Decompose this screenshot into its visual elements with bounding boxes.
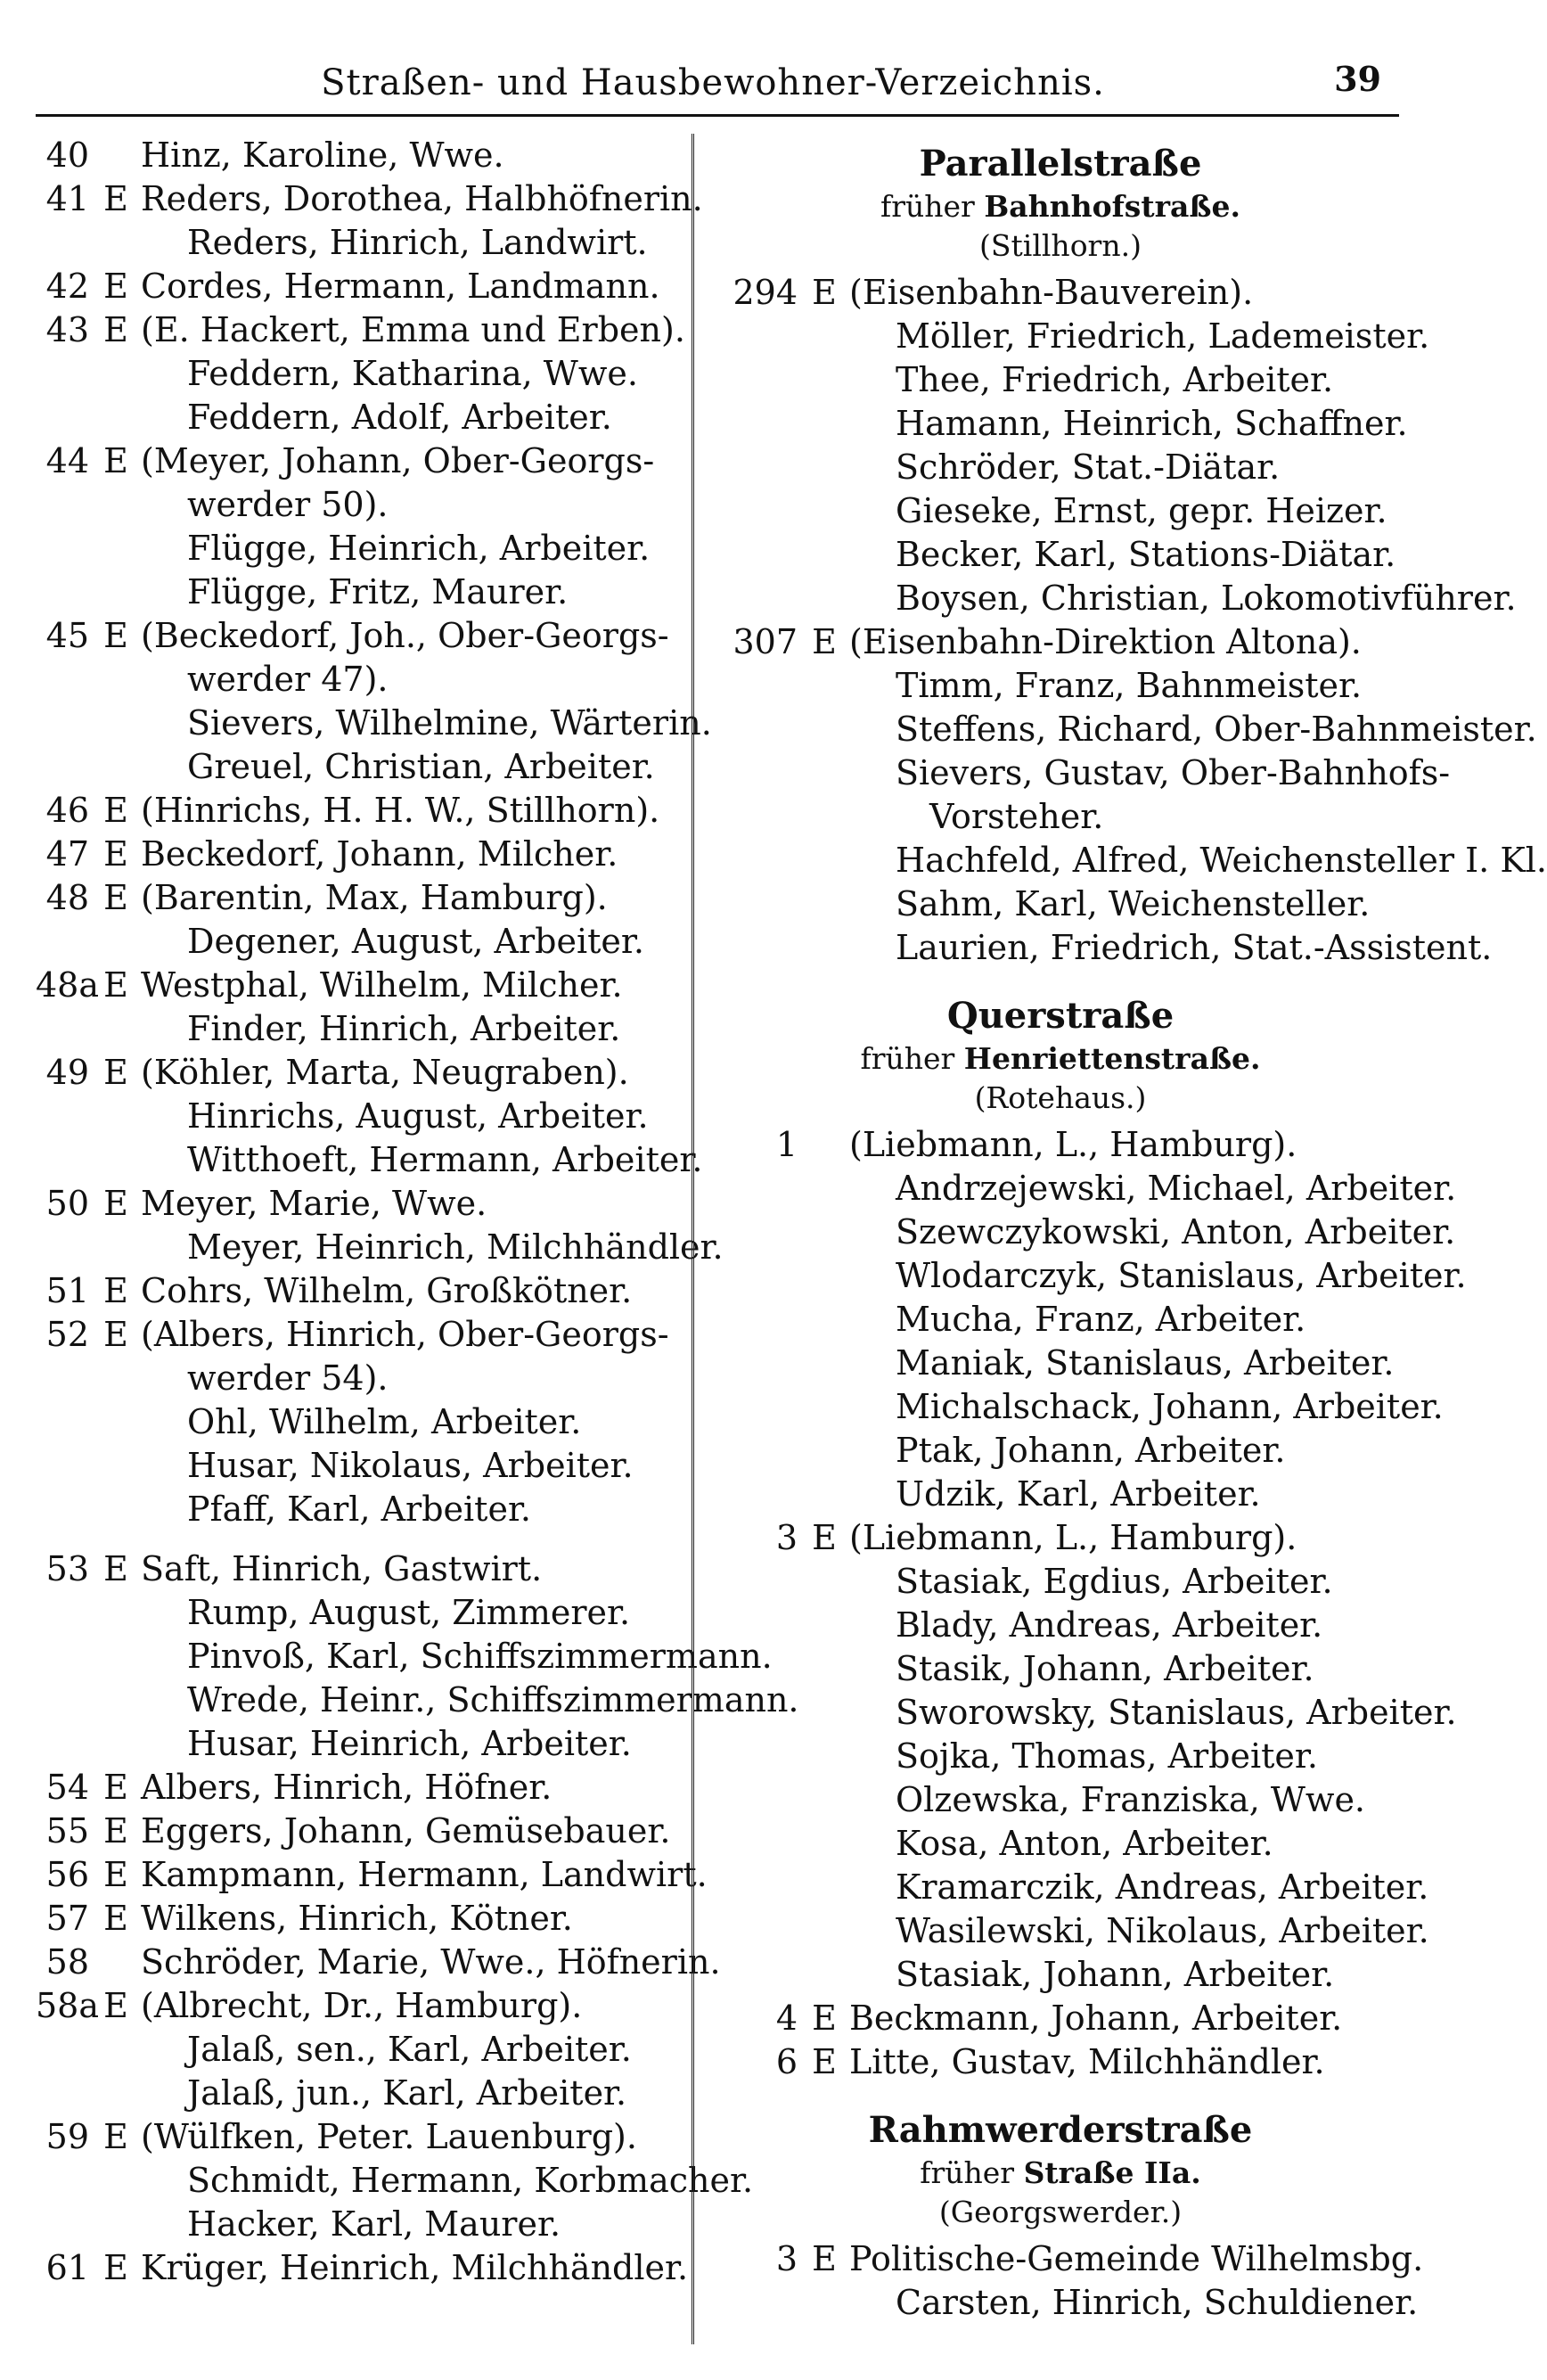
former-street-name xyxy=(708,1039,1412,1079)
directory-entry xyxy=(708,1560,1412,1604)
resident-text: Wilkens, Hinrich, Kötner. xyxy=(141,1899,573,1938)
directory-entry xyxy=(36,745,691,789)
house-number: 55 xyxy=(45,1811,89,1851)
resident-text: werder 47). xyxy=(187,660,389,699)
resident-text: Kampmann, Hermann, Landwirt. xyxy=(141,1855,708,1894)
owner-marker: E xyxy=(103,1053,128,1092)
directory-entry xyxy=(708,1516,1412,1560)
directory-entry xyxy=(36,1984,691,2028)
directory-entry xyxy=(36,920,691,964)
resident-text: werder 54). xyxy=(187,1358,389,1398)
former-name: Henriettenstraße. xyxy=(963,1041,1261,1076)
street-heading: Querstraße xyxy=(946,995,1175,1037)
resident-text: (Barentin, Max, Hamburg). xyxy=(141,878,608,917)
resident-text: (Eisenbahn-Direktion Altona). xyxy=(849,622,1362,661)
resident-text: Vorsteher. xyxy=(929,797,1104,836)
resident-text: Steffens, Richard, Ober-Bahnmeister. xyxy=(896,710,1537,749)
resident-text: Carsten, Hinrich, Schuldiener. xyxy=(896,2283,1419,2322)
directory-entry xyxy=(36,221,691,265)
directory-entry xyxy=(36,2028,691,2072)
directory-entry xyxy=(36,1400,691,1444)
directory-entry xyxy=(708,620,1412,664)
directory-entry xyxy=(708,533,1412,577)
resident-text: Blady, Andreas, Arbeiter. xyxy=(896,1605,1323,1645)
directory-entry xyxy=(708,446,1412,489)
resident-text: (Albrecht, Dr., Hamburg). xyxy=(141,1986,583,2025)
house-number: 42 xyxy=(45,267,89,306)
resident-text: Rump, August, Zimmerer. xyxy=(187,1593,631,1632)
owner-marker: E xyxy=(812,273,837,312)
house-number: 59 xyxy=(45,2117,89,2156)
owner-marker: E xyxy=(812,1998,837,2038)
house-number: 6 xyxy=(775,2042,798,2081)
house-number: 41 xyxy=(45,179,89,218)
directory-entry xyxy=(36,1051,691,1095)
owner-marker: E xyxy=(103,1986,128,2025)
former-prefix: früher xyxy=(880,189,975,224)
resident-text: Andrzejewski, Michael, Arbeiter. xyxy=(896,1169,1457,1208)
directory-entry xyxy=(708,1211,1456,1254)
street-heading: Rahmwerderstraße xyxy=(868,2109,1253,2151)
directory-entry xyxy=(36,1313,691,1357)
former-name: Straße IIa. xyxy=(1023,2155,1201,2190)
resident-text: Cordes, Hermann, Landmann. xyxy=(141,267,660,306)
resident-text: Politische-Gemeinde Wilhelmsbg. xyxy=(849,2239,1424,2278)
resident-text: werder 50). xyxy=(187,485,389,524)
directory-entry xyxy=(708,2040,1412,2084)
house-number: 48a xyxy=(36,965,100,1005)
resident-text: Sievers, Gustav, Ober-Bahnhofs- xyxy=(896,753,1451,792)
resident-text: Hacker, Karl, Maurer. xyxy=(187,2204,561,2244)
resident-text: Boysen, Christian, Lokomotivführer. xyxy=(896,579,1517,618)
resident-text: Krüger, Heinrich, Milchhändler. xyxy=(141,2248,689,2287)
house-number: 43 xyxy=(45,310,89,349)
resident-text: (Liebmann, L., Hamburg). xyxy=(849,1518,1297,1557)
resident-text: Stasiak, Egdius, Arbeiter. xyxy=(896,1562,1333,1601)
directory-entry xyxy=(36,789,691,833)
directory-entry xyxy=(708,2237,1424,2281)
owner-marker: E xyxy=(103,878,128,917)
former-street-name xyxy=(708,187,1412,226)
directory-entry xyxy=(36,614,691,658)
resident-text: (Meyer, Johann, Ober-Georgs- xyxy=(141,441,655,480)
resident-text: Saft, Hinrich, Gastwirt. xyxy=(141,1549,543,1588)
owner-marker: E xyxy=(812,2239,837,2278)
former-name: Bahnhofstraße. xyxy=(984,189,1240,224)
directory-entry xyxy=(708,1647,1412,1691)
house-number: 40 xyxy=(45,135,89,175)
resident-text: Cohrs, Wilhelm, Großkötner. xyxy=(141,1271,633,1310)
resident-text: Timm, Franz, Bahnmeister. xyxy=(896,666,1363,705)
directory-entry xyxy=(708,1385,1444,1429)
resident-text: Kosa, Anton, Arbeiter. xyxy=(896,1824,1273,1863)
resident-text: Feddern, Katharina, Wwe. xyxy=(187,354,638,393)
house-number: 46 xyxy=(45,791,89,830)
resident-text: (Eisenbahn-Bauverein). xyxy=(849,273,1254,312)
owner-marker: E xyxy=(103,1271,128,1310)
resident-text: Möller, Friedrich, Lademeister. xyxy=(896,316,1430,356)
column-divider xyxy=(692,134,694,2344)
directory-entry xyxy=(708,1953,1412,1997)
running-title: Straßen- und Hausbewohner-Verzeichnis. xyxy=(321,62,1105,103)
owner-marker: E xyxy=(103,310,128,349)
directory-entry xyxy=(36,308,691,352)
directory-entry xyxy=(36,2246,691,2290)
resident-text: Wlodarczyk, Stanislaus, Arbeiter. xyxy=(896,1256,1467,1295)
directory-entry xyxy=(36,352,691,396)
directory-entry xyxy=(708,315,1430,358)
house-number: 294 xyxy=(733,273,798,312)
resident-text: Gieseke, Ernst, gepr. Heizer. xyxy=(896,491,1387,530)
directory-entry xyxy=(708,2281,1419,2325)
resident-text: Becker, Karl, Stations-Diätar. xyxy=(896,535,1396,574)
directory-entry xyxy=(708,1909,1429,1953)
directory-entry xyxy=(708,1735,1412,1778)
directory-entry xyxy=(36,1853,708,1897)
directory-entry xyxy=(36,483,691,527)
house-number: 307 xyxy=(733,622,798,661)
resident-text: Reders, Hinrich, Landwirt. xyxy=(187,223,648,262)
directory-entry xyxy=(36,1269,691,1313)
resident-text: Westphal, Wilhelm, Milcher. xyxy=(141,965,623,1005)
directory-entry xyxy=(36,1007,691,1051)
owner-marker: E xyxy=(812,622,837,661)
resident-text: Litte, Gustav, Milchhändler. xyxy=(849,2042,1325,2081)
directory-entry xyxy=(708,1429,1412,1473)
resident-text: Degener, August, Arbeiter. xyxy=(187,922,644,961)
former-prefix: früher xyxy=(920,2155,1015,2190)
resident-text: (Albers, Hinrich, Ober-Georgs- xyxy=(141,1315,669,1354)
directory-entry xyxy=(36,1547,691,1591)
directory-entry xyxy=(708,708,1537,751)
resident-text: Greuel, Christian, Arbeiter. xyxy=(187,747,655,786)
directory-entry xyxy=(708,1167,1457,1211)
owner-marker: E xyxy=(103,965,128,1005)
directory-entry xyxy=(708,1604,1412,1647)
house-number: 61 xyxy=(45,2248,89,2287)
house-number: 54 xyxy=(45,1768,89,1807)
owner-marker: E xyxy=(103,1549,128,1588)
directory-entry xyxy=(36,658,691,702)
resident-text: Meyer, Heinrich, Milchhändler. xyxy=(187,1227,724,1267)
resident-text: Witthoeft, Hermann, Arbeiter. xyxy=(187,1140,703,1179)
directory-entry xyxy=(36,1810,691,1853)
directory-entry xyxy=(708,577,1517,620)
owner-marker: E xyxy=(103,267,128,306)
resident-text: Sievers, Wilhelmine, Wärterin. xyxy=(187,703,712,743)
resident-text: Hinrichs, August, Arbeiter. xyxy=(187,1096,649,1136)
directory-entry xyxy=(36,2159,754,2203)
directory-entry xyxy=(36,1678,799,1722)
resident-text: Ptak, Johann, Arbeiter. xyxy=(896,1431,1286,1470)
owner-marker: E xyxy=(103,1811,128,1851)
house-number: 58 xyxy=(45,1942,89,1982)
house-number: 3 xyxy=(775,2239,798,2278)
owner-marker: E xyxy=(103,834,128,874)
resident-text: (Liebmann, L., Hamburg). xyxy=(849,1125,1297,1164)
resident-text: Michalschack, Johann, Arbeiter. xyxy=(896,1387,1444,1426)
directory-entry xyxy=(708,1473,1412,1516)
owner-marker: E xyxy=(103,1315,128,1354)
resident-text: Reders, Dorothea, Halbhöfnerin. xyxy=(141,179,703,218)
owner-marker: E xyxy=(812,1518,837,1557)
resident-text: Hinz, Karoline, Wwe. xyxy=(141,135,504,175)
former-street-name xyxy=(708,2154,1412,2193)
house-number: 56 xyxy=(45,1855,89,1894)
directory-entry xyxy=(36,396,691,439)
resident-text: Jalaß, sen., Karl, Arbeiter. xyxy=(187,2030,632,2069)
resident-text: Albers, Hinrich, Höfner. xyxy=(141,1768,552,1807)
directory-entry xyxy=(708,271,1412,315)
owner-marker: E xyxy=(103,616,128,655)
owner-marker: E xyxy=(103,1899,128,1938)
directory-entry xyxy=(36,2203,691,2246)
house-number: 1 xyxy=(775,1125,798,1164)
resident-text: Stasiak, Johann, Arbeiter. xyxy=(896,1955,1335,1994)
spacer xyxy=(708,970,1412,986)
directory-entry xyxy=(708,489,1412,533)
house-number: 58a xyxy=(36,1986,100,2025)
directory-entry xyxy=(708,1342,1412,1385)
directory-entry xyxy=(36,876,691,920)
resident-text: Meyer, Marie, Wwe. xyxy=(141,1184,487,1223)
resident-text: Sahm, Karl, Weichensteller. xyxy=(896,884,1371,923)
resident-text: Udzik, Karl, Arbeiter. xyxy=(896,1474,1261,1514)
street-location: (Rotehaus.) xyxy=(974,1080,1147,1115)
resident-text: Finder, Hinrich, Arbeiter. xyxy=(187,1009,621,1048)
directory-entry xyxy=(708,664,1412,708)
resident-text: (Beckedorf, Joh., Ober-Georgs- xyxy=(141,616,669,655)
directory-entry xyxy=(708,795,1412,839)
directory-entry xyxy=(36,2072,691,2115)
resident-text: Stasik, Johann, Arbeiter. xyxy=(896,1649,1314,1688)
house-number: 45 xyxy=(45,616,89,655)
directory-entry xyxy=(708,1778,1412,1822)
owner-marker: E xyxy=(812,2042,837,2081)
resident-text: Flügge, Fritz, Maurer. xyxy=(187,572,569,611)
house-number: 4 xyxy=(775,1998,798,2038)
spacer xyxy=(36,1531,691,1547)
resident-text: (Wülfken, Peter. Lauenburg). xyxy=(141,2117,637,2156)
owner-marker: E xyxy=(103,2117,128,2156)
street-location: (Stillhorn.) xyxy=(979,228,1142,263)
resident-text: Szewczykowski, Anton, Arbeiter. xyxy=(896,1212,1456,1252)
directory-entry xyxy=(36,1226,724,1269)
directory-entry xyxy=(36,1444,691,1488)
directory-entry xyxy=(36,1635,773,1678)
street-heading: Parallelstraße xyxy=(919,143,1202,185)
header-rule xyxy=(36,114,1399,117)
house-number: 3 xyxy=(775,1518,798,1557)
house-number: 52 xyxy=(45,1315,89,1354)
page-number: 39 xyxy=(1334,59,1381,99)
owner-marker: E xyxy=(103,441,128,480)
house-number: 49 xyxy=(45,1053,89,1092)
directory-entry xyxy=(708,839,1547,882)
directory-entry xyxy=(708,1822,1412,1866)
directory-entry xyxy=(36,570,691,614)
resident-text: Flügge, Heinrich, Arbeiter. xyxy=(187,529,651,568)
owner-marker: E xyxy=(103,1855,128,1894)
former-prefix: früher xyxy=(860,1041,955,1076)
directory-entry xyxy=(36,833,691,876)
resident-text: Schröder, Stat.-Diätar. xyxy=(896,447,1281,487)
resident-text: (Köhler, Marta, Neugraben). xyxy=(141,1053,629,1092)
directory-entry xyxy=(708,358,1412,402)
directory-entry xyxy=(708,1997,1412,2040)
directory-entry xyxy=(708,1254,1467,1298)
directory-entry xyxy=(708,1123,1412,1167)
directory-entry xyxy=(36,134,691,177)
street-location: (Georgswerder.) xyxy=(938,2195,1183,2229)
resident-text: Thee, Friedrich, Arbeiter. xyxy=(896,360,1334,399)
directory-entry xyxy=(36,964,691,1007)
resident-text: Sworowsky, Stanislaus, Arbeiter. xyxy=(896,1693,1457,1732)
resident-text: Pfaff, Karl, Arbeiter. xyxy=(187,1490,532,1529)
resident-text: Schmidt, Hermann, Korbmacher. xyxy=(187,2161,754,2200)
resident-text: (E. Hackert, Emma und Erben). xyxy=(141,310,685,349)
owner-marker: E xyxy=(103,791,128,830)
directory-entry xyxy=(36,177,703,221)
resident-text: (Hinrichs, H. H. W., Stillhorn). xyxy=(141,791,660,830)
directory-entry xyxy=(36,439,691,483)
house-number: 50 xyxy=(45,1184,89,1223)
resident-text: Schröder, Marie, Wwe., Höfnerin. xyxy=(141,1942,721,1982)
owner-marker: E xyxy=(103,1184,128,1223)
directory-entry xyxy=(36,1941,721,1984)
page-header xyxy=(0,0,1426,116)
directory-entry xyxy=(36,1095,691,1138)
directory-entry xyxy=(36,1357,691,1400)
directory-entry xyxy=(36,1182,691,1226)
directory-entry xyxy=(708,402,1412,446)
resident-text: Mucha, Franz, Arbeiter. xyxy=(896,1300,1306,1339)
resident-text: Hamann, Heinrich, Schaffner. xyxy=(896,404,1408,443)
resident-text: Wrede, Heinr., Schiffszimmermann. xyxy=(187,1680,799,1719)
directory-entry xyxy=(36,527,691,570)
resident-text: Ohl, Wilhelm, Arbeiter. xyxy=(187,1402,582,1441)
resident-text: Jalaß, jun., Karl, Arbeiter. xyxy=(187,2073,627,2113)
resident-text: Feddern, Adolf, Arbeiter. xyxy=(187,398,612,437)
resident-text: Hachfeld, Alfred, Weichensteller I. Kl. xyxy=(896,841,1547,880)
resident-text: Husar, Heinrich, Arbeiter. xyxy=(187,1724,632,1763)
house-number: 53 xyxy=(45,1549,89,1588)
directory-entry xyxy=(708,1866,1429,1909)
house-number: 44 xyxy=(45,441,89,480)
directory-entry xyxy=(36,265,691,308)
directory-entry xyxy=(36,1138,703,1182)
owner-marker: E xyxy=(103,1768,128,1807)
directory-entry xyxy=(36,1897,691,1941)
house-number: 51 xyxy=(45,1271,89,1310)
directory-entry xyxy=(708,926,1493,970)
resident-text: Maniak, Stanislaus, Arbeiter. xyxy=(896,1343,1395,1383)
house-number: 47 xyxy=(45,834,89,874)
resident-text: Laurien, Friedrich, Stat.-Assistent. xyxy=(896,928,1493,967)
owner-marker: E xyxy=(103,179,128,218)
directory-entry xyxy=(36,1591,691,1635)
resident-text: Olzewska, Franziska, Wwe. xyxy=(896,1780,1366,1819)
resident-text: Beckmann, Johann, Arbeiter. xyxy=(849,1998,1343,2038)
directory-entry xyxy=(708,1691,1457,1735)
resident-text: Kramarczik, Andreas, Arbeiter. xyxy=(896,1867,1429,1907)
resident-text: Husar, Nikolaus, Arbeiter. xyxy=(187,1446,634,1485)
right-column xyxy=(708,134,1547,2344)
resident-text: Sojka, Thomas, Arbeiter. xyxy=(896,1736,1318,1776)
resident-text: Beckedorf, Johann, Milcher. xyxy=(141,834,618,874)
directory-entry xyxy=(36,1766,691,1810)
directory-entry xyxy=(36,1722,691,1766)
owner-marker: E xyxy=(103,2248,128,2287)
resident-text: Pinvoß, Karl, Schiffszimmermann. xyxy=(187,1637,773,1676)
directory-entry xyxy=(708,1298,1412,1342)
spacer xyxy=(708,2084,1412,2100)
directory-entry xyxy=(36,702,712,745)
directory-entry xyxy=(36,2115,691,2159)
directory-entry xyxy=(708,882,1412,926)
house-number: 57 xyxy=(45,1899,89,1938)
resident-text: Eggers, Johann, Gemüsebauer. xyxy=(141,1811,671,1851)
resident-text: Wasilewski, Nikolaus, Arbeiter. xyxy=(896,1911,1429,1950)
house-number: 48 xyxy=(45,878,89,917)
directory-entry xyxy=(708,751,1451,795)
directory-entry xyxy=(36,1488,691,1531)
